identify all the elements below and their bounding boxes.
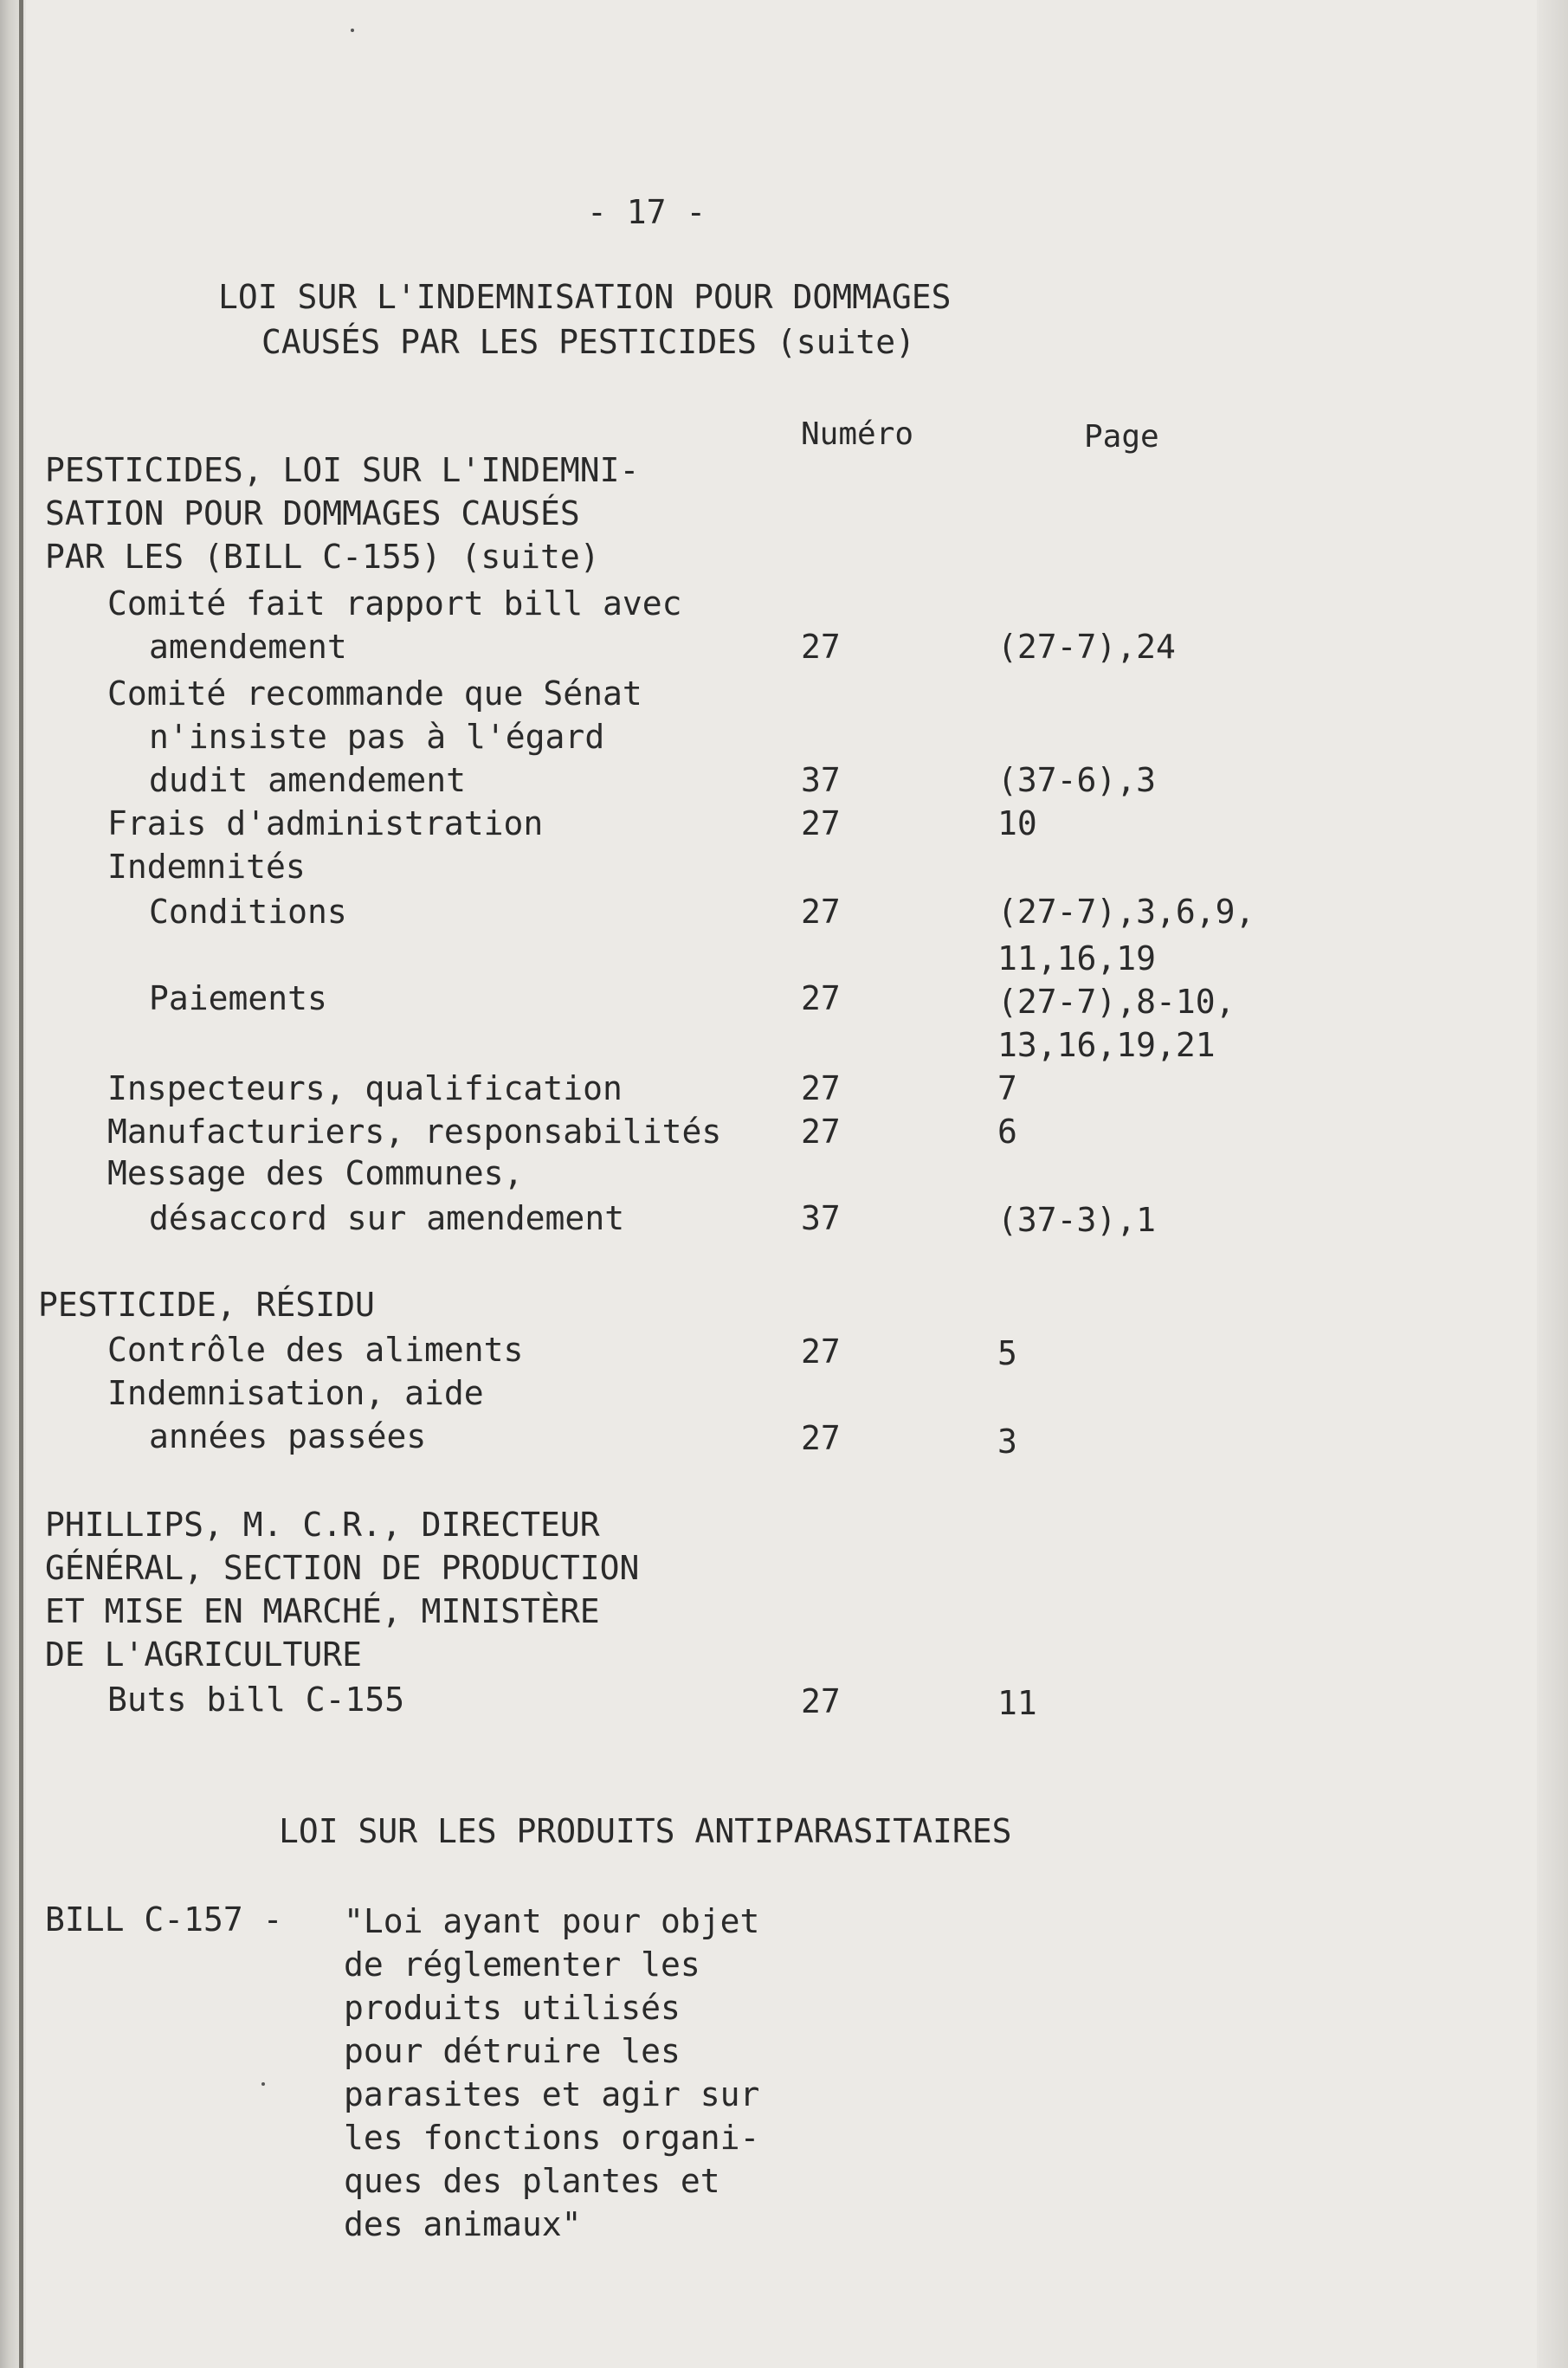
entry-text: Comité fait rapport bill avec	[107, 584, 682, 623]
bill-description-line: de réglementer les	[344, 1945, 700, 1984]
entry-page: 11,16,19	[997, 939, 1157, 978]
entry-text: Buts bill C-155	[107, 1681, 405, 1719]
scan-speck	[261, 2082, 265, 2086]
column-header-numero: Numéro	[801, 416, 914, 452]
section3-heading-line: DE L'AGRICULTURE	[45, 1636, 363, 1674]
entry-text: Conditions	[149, 893, 347, 931]
entry-text: dudit amendement	[149, 761, 467, 799]
entry-text: Inspecteurs, qualification	[107, 1069, 623, 1107]
entry-numero: 27	[801, 1419, 841, 1457]
entry-page: 3	[997, 1423, 1017, 1461]
entry-numero: 27	[801, 804, 841, 842]
section1-heading-line: PESTICIDES, LOI SUR L'INDEMNI-	[45, 451, 640, 489]
entry-page: (27-7),24	[997, 628, 1176, 666]
entry-numero: 27	[801, 1332, 841, 1371]
entry-numero: 27	[801, 893, 841, 931]
entry-page: (37-3),1	[997, 1201, 1157, 1239]
entry-page: (27-7),8-10,	[997, 983, 1236, 1021]
section1-heading-line: PAR LES (BILL C-155) (suite)	[45, 538, 600, 576]
entry-text: désaccord sur amendement	[149, 1199, 625, 1237]
entry-page: (37-6),3	[997, 761, 1157, 799]
bill-description-line: les fonctions organi-	[344, 2119, 760, 2157]
bill-description-line: ques des plantes et	[344, 2162, 720, 2200]
entry-numero: 27	[801, 628, 841, 666]
title-line-1: LOI SUR L'INDEMNISATION POUR DOMMAGES	[218, 278, 952, 316]
entry-page: 6	[997, 1113, 1017, 1151]
entry-numero: 27	[801, 1113, 841, 1151]
entry-text: Frais d'administration	[107, 804, 544, 842]
entry-page: 7	[997, 1069, 1017, 1107]
entry-text: n'insiste pas à l'égard	[149, 718, 605, 756]
entry-numero: 27	[801, 979, 841, 1017]
title-line-2: CAUSÉS PAR LES PESTICIDES (suite)	[261, 323, 915, 361]
section3-heading-line: PHILLIPS, M. C.R., DIRECTEUR	[45, 1506, 600, 1544]
entry-text: Manufacturiers, responsabilités	[107, 1113, 722, 1151]
section3-heading-line: ET MISE EN MARCHÉ, MINISTÈRE	[45, 1592, 600, 1630]
entry-numero: 37	[801, 1199, 841, 1237]
section1-heading-line: SATION POUR DOMMAGES CAUSÉS	[45, 494, 580, 532]
entry-text: Indemnisation, aide	[107, 1374, 484, 1412]
entry-numero: 27	[801, 1069, 841, 1107]
entry-numero: 27	[801, 1682, 841, 1720]
binding-line	[19, 0, 23, 2368]
entry-text: Indemnités	[107, 848, 306, 886]
entry-text: Contrôle des aliments	[107, 1331, 524, 1369]
bill-description-line: "Loi ayant pour objet	[344, 1902, 760, 1940]
entry-text: Comité recommande que Sénat	[107, 674, 642, 713]
section3-heading-line: GÉNÉRAL, SECTION DE PRODUCTION	[45, 1549, 640, 1587]
entry-text: Message des Communes,	[107, 1154, 524, 1192]
section4-title: LOI SUR LES PRODUITS ANTIPARASITAIRES	[279, 1812, 1012, 1850]
bill-description-line: des animaux"	[344, 2205, 582, 2243]
bill-description-line: parasites et agir sur	[344, 2075, 760, 2113]
scan-speck	[351, 29, 354, 32]
entry-page: 11	[997, 1684, 1037, 1722]
column-header-page: Page	[1084, 419, 1159, 455]
entry-text: amendement	[149, 628, 347, 666]
entry-page: 10	[997, 804, 1037, 842]
page-number: - 17 -	[587, 193, 707, 231]
section2-heading: PESTICIDE, RÉSIDU	[38, 1286, 375, 1324]
entry-page: 5	[997, 1334, 1017, 1372]
bill-label: BILL C-157 -	[45, 1900, 303, 1939]
bill-description-line: pour détruire les	[344, 2032, 681, 2070]
entry-page: (27-7),3,6,9,	[997, 893, 1255, 931]
entry-text: Paiements	[149, 979, 327, 1017]
entry-page: 13,16,19,21	[997, 1026, 1216, 1064]
entry-text: années passées	[149, 1417, 427, 1455]
page-right-edge	[1537, 0, 1568, 2368]
bill-description-line: produits utilisés	[344, 1989, 681, 2027]
entry-numero: 37	[801, 761, 841, 799]
